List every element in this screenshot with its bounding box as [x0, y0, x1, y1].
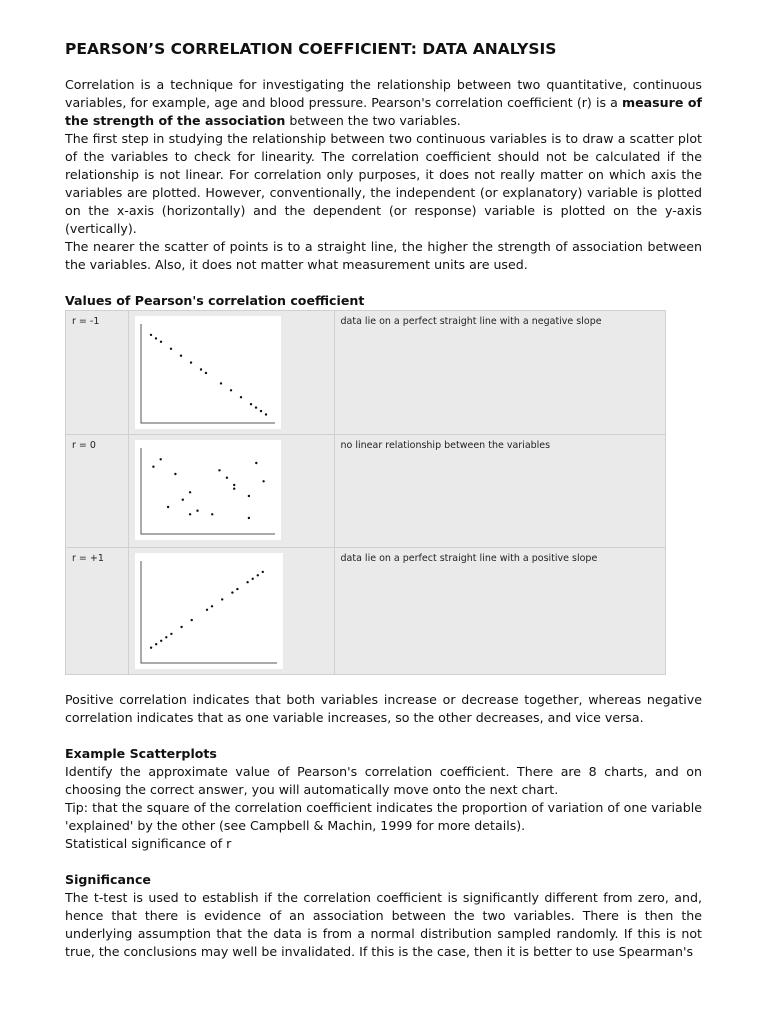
table-row — [66, 311, 666, 435]
data-point — [225, 477, 227, 479]
data-point — [205, 372, 207, 374]
plot-cell — [128, 311, 334, 435]
significance-paragraph: The t-test is used to establish if the correlation coefficient is significantly different from zero, and, hence that there is evidence of an association between the two variables. There is then the underlying assumption that the data is from a normal distribution sampled randomly. If this is not true, the conclusions may well be invalidated. If this is the case, then it is better to use Spearman's — [65, 890, 702, 959]
data-point — [189, 513, 191, 515]
data-point — [200, 368, 202, 370]
data-point — [218, 469, 220, 471]
data-point — [150, 647, 152, 649]
intro-paragraph-2: The first step in studying the relationship between two continuous variables is to draw a scatter plot of the variables to check for linearity. The correlation coefficient should not be calculated if the relationship is not linear. For correlation only purposes, it does not really matter on which axis the variables are plotted. However, conventionally, the independent (or explanatory) variable is plotted on the x-axis (horizontally) and the dependent (or response) variable is plotted on the y-axis (vertically). — [65, 131, 702, 236]
data-point — [150, 334, 152, 336]
data-point — [159, 458, 161, 460]
data-point — [236, 588, 238, 590]
data-point — [247, 495, 249, 497]
data-point — [167, 506, 169, 508]
data-point — [250, 403, 252, 405]
after-table-paragraph: Positive correlation indicates that both variables increase or decrease together, whereas negative correlation indicates that as one variable increases, so the other decreases, and vice versa. — [65, 692, 702, 725]
table-row — [66, 548, 666, 675]
document-title: PEARSON’S CORRELATION COEFFICIENT: DATA ANALYSIS — [65, 40, 557, 58]
values-table-heading: Values of Pearson's correlation coefficient — [65, 293, 365, 308]
intro-paragraph-3: The nearer the scatter of points is to a straight line, the higher the strength of association between the variables. Also, it does not matter what measurement units are used. — [65, 239, 702, 272]
scatter-plot-positive — [135, 553, 283, 669]
plot-axes — [141, 324, 275, 423]
data-point — [262, 480, 264, 482]
description-cell: data lie on a perfect straight line with a positive slope — [334, 548, 665, 675]
data-point — [155, 643, 157, 645]
data-point — [152, 466, 154, 468]
data-point — [240, 396, 242, 398]
data-point — [221, 598, 223, 600]
bold-phrase: measure of the strength of the association — [65, 95, 702, 128]
plot-cell — [128, 435, 334, 548]
r-value-cell: r = +1 — [66, 548, 129, 675]
data-point — [160, 640, 162, 642]
description-cell: no linear relationship between the variables — [334, 435, 665, 548]
data-point — [206, 609, 208, 611]
data-point — [251, 578, 253, 580]
data-point — [260, 410, 262, 412]
examples-paragraph-1: Identify the approximate value of Pearson's correlation coefficient. There are 8 charts, and on choosing the correct answer, you will automatically move onto the next chart. — [65, 764, 702, 797]
data-point — [196, 510, 198, 512]
data-point — [160, 341, 162, 343]
data-point — [220, 382, 222, 384]
plot-cell — [128, 548, 334, 675]
data-point — [180, 626, 182, 628]
data-point — [246, 581, 248, 583]
significance-heading: Significance — [65, 872, 151, 887]
data-point — [180, 355, 182, 357]
scatter-plot-negative — [135, 316, 281, 429]
r-value-cell: r = 0 — [66, 435, 129, 548]
data-point — [265, 413, 267, 415]
data-point — [230, 389, 232, 391]
examples-heading: Example Scatterplots — [65, 746, 217, 761]
data-point — [170, 633, 172, 635]
r-value-cell: r = -1 — [66, 311, 129, 435]
plot-axes — [141, 448, 275, 534]
document-page — [65, 40, 702, 961]
data-point — [181, 499, 183, 501]
data-point — [165, 636, 167, 638]
data-point — [261, 571, 263, 573]
data-point — [190, 619, 192, 621]
examples-paragraph-2: Tip: that the square of the correlation coefficient indicates the proportion of variation of one variable 'explained' by the other (see Campbell & Machin, 1999 for more details). — [65, 800, 702, 833]
examples-paragraph-3: Statistical significance of r — [65, 836, 232, 851]
data-point — [211, 513, 213, 515]
data-point — [255, 462, 257, 464]
data-point — [256, 574, 258, 576]
data-point — [247, 517, 249, 519]
description-cell: data lie on a perfect straight line with a negative slope — [334, 311, 665, 435]
data-point — [190, 361, 192, 363]
data-point — [189, 491, 191, 493]
data-point — [233, 488, 235, 490]
data-point — [174, 473, 176, 475]
intro-paragraph-1: Correlation is a technique for investigating the relationship between two quantitative, continuous variables, for example, age and blood pressure. Pearson's correlation coefficient (r) is a measure of the strength of the association between the two variables. — [65, 77, 702, 128]
values-table — [65, 310, 666, 675]
data-point — [170, 348, 172, 350]
data-point — [233, 484, 235, 486]
plot-axes — [141, 561, 277, 663]
table-row — [66, 435, 666, 548]
data-point — [231, 591, 233, 593]
data-point — [155, 337, 157, 339]
data-point — [211, 605, 213, 607]
data-point — [255, 406, 257, 408]
scatter-plot-none — [135, 440, 281, 540]
